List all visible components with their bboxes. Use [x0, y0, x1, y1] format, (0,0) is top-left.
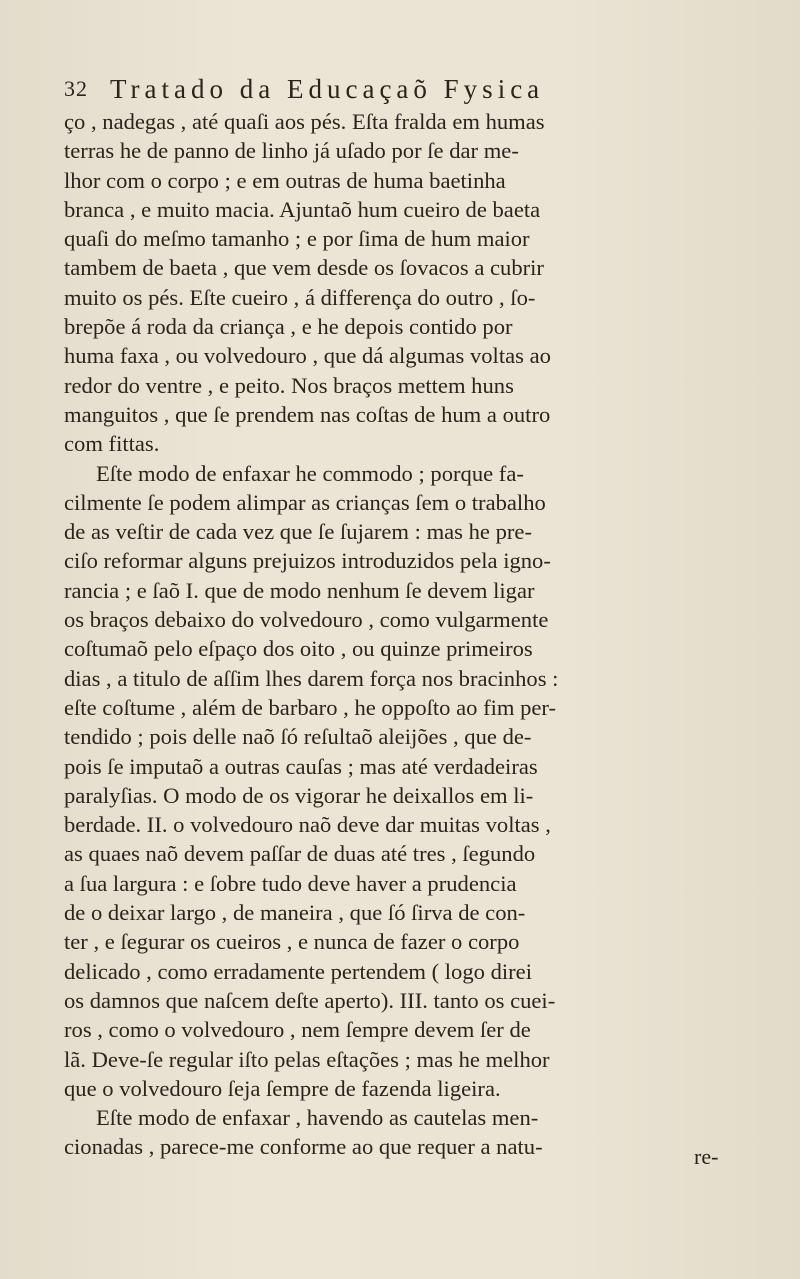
text-line: lhor com o corpo ; e em outras de huma baetinha — [64, 167, 506, 193]
text-line: berdade. II. o volvedouro naõ deve dar muitas voltas , — [64, 812, 551, 838]
text-line: cilmente ſe podem alimpar as crianças ſem o trabalho — [64, 489, 546, 515]
text-line: paralyſias. O modo de os vigorar he deixallos em li- — [64, 782, 534, 808]
text-line: dias , a titulo de aſſim lhes darem força nos bracinhos : — [64, 665, 559, 691]
text-line: com fittas. — [64, 431, 160, 457]
text-line: redor do ventre , e peito. Nos braços mettem huns — [64, 372, 514, 398]
text-line: manguitos , que ſe prendem nas coſtas de hum a outro — [64, 401, 551, 427]
text-line: brepõe á roda da criança , e he depois contido por — [64, 314, 513, 340]
text-line: quaſi do meſmo tamanho ; e por ſima de hum maior — [64, 226, 530, 252]
text-line: ter , e ſegurar os cueiros , e nunca de fazer o corpo — [64, 929, 520, 955]
text-line: lã. Deve-ſe regular iſto pelas eſtações ; mas he melhor — [64, 1046, 550, 1072]
text-line: tambem de baeta , que vem desde os ſovacos a cubrir — [64, 255, 544, 281]
text-line: tendido ; pois delle naõ ſó reſultaõ aleijões , que de- — [64, 724, 532, 750]
text-line: branca , e muito macia. Ajuntaõ hum cueiro de baeta — [64, 196, 541, 222]
text-line: os damnos que naſcem deſte aperto). III. tanto os cuei- — [64, 987, 556, 1013]
text-line: ço , nadegas , até quaſi aos pés. Eſta fralda em humas — [64, 109, 545, 134]
text-line: delicado , como erradamente pertendem ( logo direi — [64, 958, 532, 984]
text-line: ciſo reformar alguns prejuizos introduzidos pela igno- — [64, 548, 551, 574]
text-line: cionadas , parece-me conforme ao que requer a natu- — [64, 1134, 543, 1160]
text-line: as quaes naõ devem paſſar de duas até tres , ſegundo — [64, 841, 536, 867]
text-line: ros , como o volvedouro , nem ſempre devem ſer de — [64, 1017, 531, 1043]
text-line: Eſte modo de enfaxar he commodo ; porque fa- — [96, 460, 524, 486]
text-line: coſtumaõ pelo eſpaço dos oito , ou quinze primeiros — [64, 636, 533, 662]
text-line: muito os pés. Eſte cueiro , á differença do outro , ſo- — [64, 284, 536, 310]
text-line: a ſua largura : e ſobre tudo deve haver a prudencia — [64, 870, 517, 896]
page-number: 32 — [64, 76, 88, 101]
body-text — [64, 107, 786, 1162]
text-line: que o volvedouro ſeja ſempre de fazenda ligeira. — [64, 1075, 501, 1101]
text-line: de as veſtir de cada vez que ſe ſujarem : mas he pre- — [64, 519, 532, 545]
page-header — [64, 74, 754, 104]
text-line: pois ſe imputaõ a outras cauſas ; mas até verdadeiras — [64, 753, 538, 779]
text-line: rancia ; e ſaõ I. que de modo nenhum ſe devem ligar — [64, 577, 535, 603]
text-line: de o deixar largo , de maneira , que ſó ſirva de con- — [64, 900, 526, 926]
text-line: terras he de panno de linho já uſado por ſe dar me- — [64, 138, 519, 164]
text-line: Eſte modo de enfaxar , havendo as cautelas men- — [96, 1105, 539, 1131]
text-line: huma faxa , ou volvedouro , que dá algumas voltas ao — [64, 343, 551, 369]
catchword: re- — [694, 1144, 719, 1169]
text-line: os braços debaixo do volvedouro , como vulgarmente — [64, 607, 549, 633]
running-title: Tratado da Educaçaõ Fysica — [110, 74, 545, 104]
text-line: eſte coſtume , além de barbaro , he oppoſto ao fim per- — [64, 694, 557, 720]
